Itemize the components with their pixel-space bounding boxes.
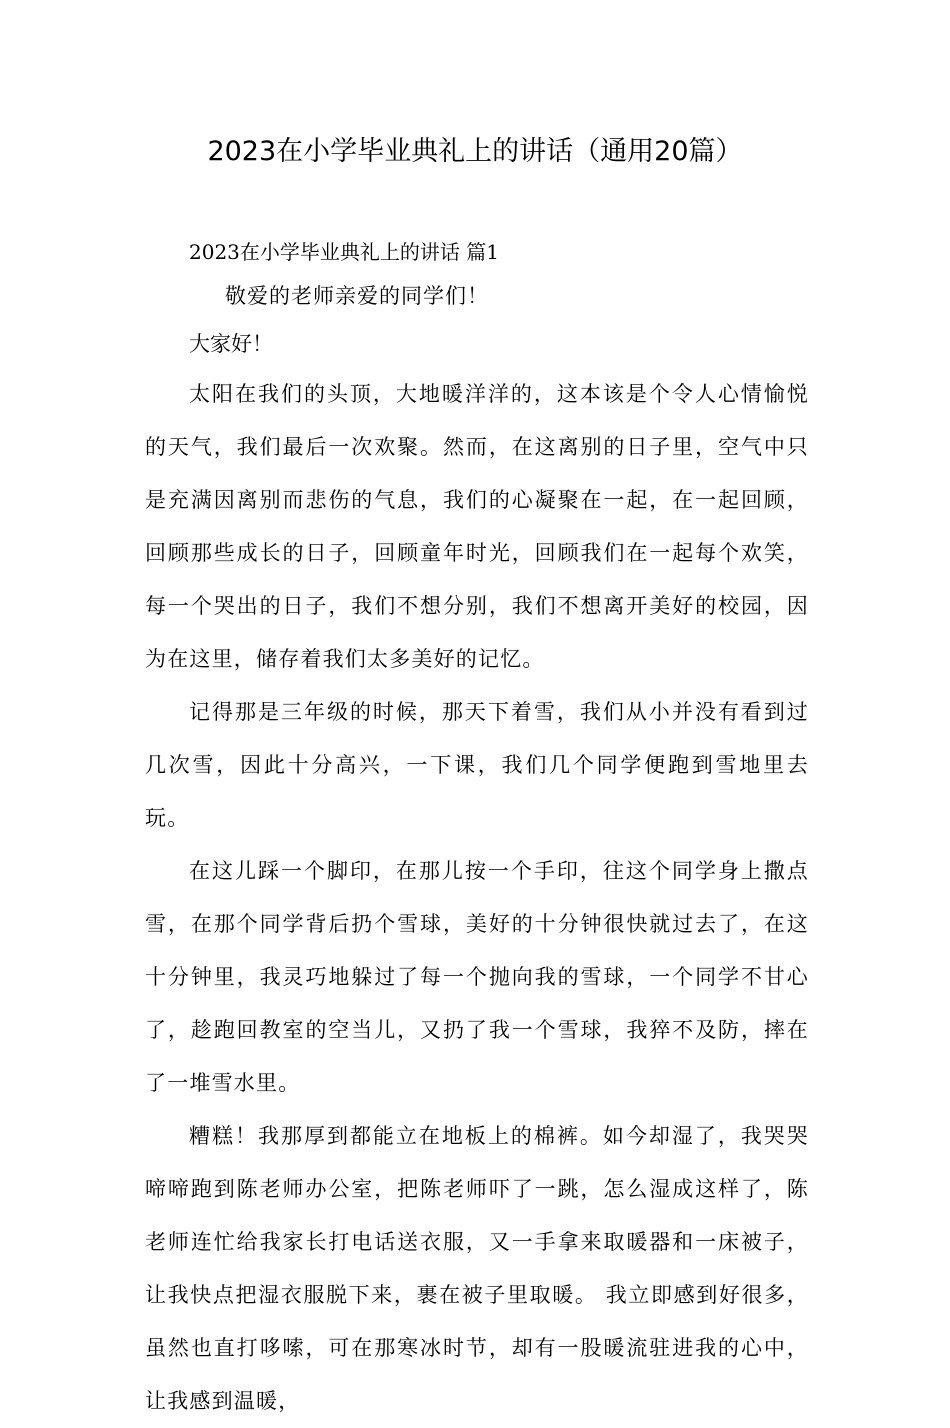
document-title: 2023在小学毕业典礼上的讲话（通用20篇）	[207, 136, 743, 167]
document-body	[145, 232, 809, 1428]
paragraph: 记得那是三年级的时候，那天下着雪，我们从小并没有看到过几次雪，因此十分高兴，一下课，我们几个同学便跑到雪地里去玩。	[145, 700, 809, 830]
section-heading: 2023在小学毕业典礼上的讲话 篇1	[189, 240, 499, 264]
paragraph: 在这儿踩一个脚印，在那儿按一个手印，往这个同学身上撒点雪，在那个同学背后扔个雪球，美好的十分钟很快就过去了，在这十分钟里，我灵巧地躲过了每一个抛向我的雪球，一个同学不甘心了，趁跑回教室的空当儿，又扔了我一个雪球，我猝不及防，摔在了一堆雪水里。	[145, 859, 809, 1095]
salutation: 敬爱的老师亲爱的同学们！	[225, 284, 489, 308]
greeting: 大家好！	[189, 332, 273, 356]
paragraph: 太阳在我们的头顶，大地暖洋洋的，这本该是个令人心情愉悦的天气，我们最后一次欢聚。然而，在这离别的日子里，空气中只是充满因离别而悲伤的气息，我们的心凝聚在一起，在一起回顾，回顾那些成长的日子，回顾童年时光，回顾我们在一起每个欢笑，每一个哭出的日子，我们不想分别，我们不想离开美好的校园，因为在这里，储存着我们太多美好的记忆。	[145, 382, 809, 671]
paragraph: 糟糕！我那厚到都能立在地板上的棉裤。如今却湿了，我哭哭啼啼跑到陈老师办公室，把陈老师吓了一跳，怎么湿成这样了，陈老师连忙给我家长打电话送衣服，又一手拿来取暖器和一床被子，让我快点把湿衣服脱下来，裹在被子里取暖。 我立即感到好很多，虽然也直打哆嗦，可在那寒冰时节，却有一股暖流驻进我的心中，让我感到温暖，	[145, 1124, 809, 1413]
